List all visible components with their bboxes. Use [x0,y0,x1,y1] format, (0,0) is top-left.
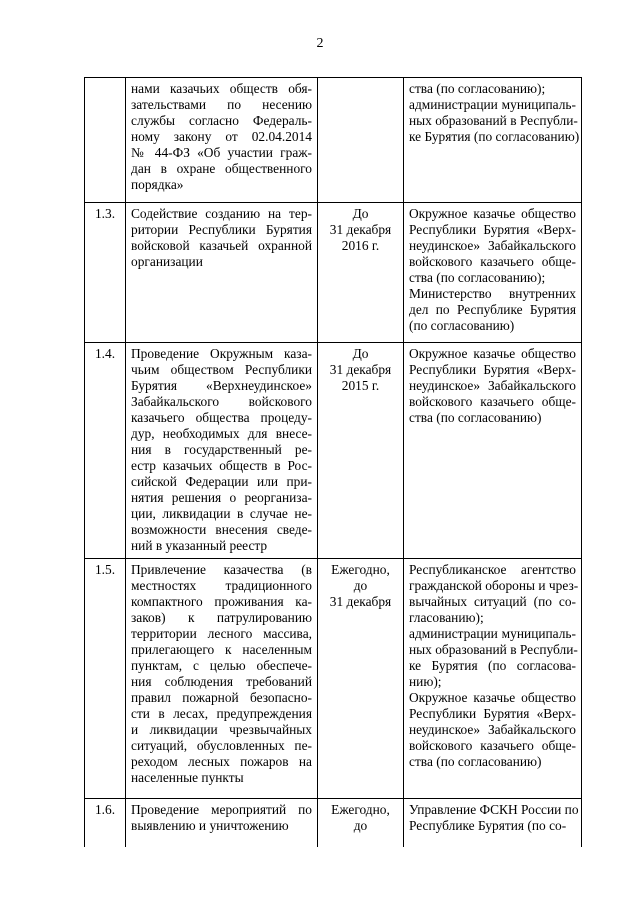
responsible-line: Республики Бурятия «Верх- [409,362,576,377]
responsible-cell [404,78,582,203]
deadline-line: 31 декабря [329,594,392,609]
responsible-line: гражданской обороны и чрез- [409,578,579,593]
responsible-line: администрации муниципаль- [409,97,576,112]
action-line: Проведение мероприятий по [131,802,312,817]
action-line: зательствами по несению [131,97,312,112]
action-line: казачьего общества процеду- [131,410,312,425]
responsible-line: ства (по согласованию); [409,81,546,96]
action-line: прилегающего к населенным [131,642,312,657]
deadline-cell [318,343,404,559]
action-line: правил пожарной безопасно- [131,690,312,705]
action-cell [126,78,318,203]
responsible-line: гласованию); [409,610,484,625]
deadline-cell [318,799,404,847]
deadline-line: До [352,346,369,361]
action-line: ний в указанный реестр [131,538,268,553]
responsible-line: (по согласованию) [409,318,515,333]
responsible-line: ных образований в Республи- [409,113,578,128]
item-number-cell: 1.3. [85,203,126,343]
action-line: № 44-ФЗ «Об участии граж- [131,145,312,160]
action-line: нятия решения о реорганиза- [131,490,312,505]
responsible-line: администрации муниципаль- [409,626,576,641]
table-row [85,78,582,203]
action-line: Содействие созданию на тер- [131,206,312,221]
action-line: Привлечение казачества (в [131,562,312,577]
responsible-line: нию); [409,674,442,689]
table-row [85,343,582,559]
responsible-line: Окружное казачье общество [409,206,576,221]
deadline-cell [318,203,404,343]
action-cell [126,343,318,559]
deadline-cell [318,78,404,203]
action-line: заков) к патрулированию [131,610,312,625]
item-number-cell: 1.4. [85,343,126,559]
responsible-line: вычайных ситуаций (по со- [409,594,576,609]
action-cell [126,559,318,799]
action-line: порядка» [131,177,184,192]
action-line: организации [131,254,203,269]
responsible-cell [404,559,582,799]
action-line: сти в лесах, предупреждения [131,706,312,721]
action-line: службы согласно Федераль- [131,113,312,128]
item-number-cell: 1.5. [85,559,126,799]
action-line: дур, необходимых для внесе- [131,426,312,441]
action-line: дан в охране общественного [131,161,312,176]
deadline-line: До [352,206,369,221]
action-cell [126,799,318,847]
action-line: ситуаций, обусловленных пе- [131,738,312,753]
responsible-line: Республики Бурятия «Верх- [409,222,576,237]
deadline-line: Ежегодно, [331,802,390,817]
action-line: сийской Федерации или при- [131,474,312,489]
action-line: ния соблюдения требований [131,674,312,689]
responsible-line: неудинское» Забайкальского [409,238,576,253]
responsible-line: неудинское» Забайкальского [409,722,576,737]
action-line: возможности внесения сведе- [131,522,312,537]
responsible-cell [404,799,582,847]
responsible-cell [404,203,582,343]
responsible-line: Окружное казачье общество [409,690,576,705]
action-line: выявлению и уничтожению [131,818,289,833]
responsible-line: ства (по согласованию) [409,410,542,425]
action-line: ному закону от 02.04.2014 [131,129,312,144]
action-line: местностях традиционного [131,578,312,593]
action-line: Бурятия «Верхнеудинское» [131,378,312,393]
deadline-line: Ежегодно, [331,562,390,577]
responsible-line: Управление ФСКН России по [409,802,579,817]
action-line: реходом лесных пожаров на [131,754,312,769]
action-line: населенные пункты [131,770,244,785]
action-line: Проведение Окружным каза- [131,346,312,361]
responsible-line: Республиканское агентство [409,562,576,577]
action-line: ритории Республики Бурятия [131,222,312,237]
action-line: ния в государственный ре- [131,442,312,457]
responsible-line: войскового казачьего обще- [409,394,576,409]
table-row [85,559,582,799]
action-line: Забайкальского войскового [131,394,312,409]
item-number-cell: 1.6. [85,799,126,847]
deadline-line: 31 декабря [329,362,392,377]
action-line: компактного проживания ка- [131,594,312,609]
action-line: нами казачьих обществ обя- [131,81,312,96]
deadline-line: 31 декабря [329,222,392,237]
responsible-line: Министерство внутренних [409,286,576,301]
responsible-line: ке Бурятия (по согласованию) [409,129,580,144]
page-number: 2 [316,36,324,51]
deadline-line: 2016 г. [341,238,380,253]
plan-table-body [85,78,582,847]
action-cell [126,203,318,343]
responsible-line: ства (по согласованию); [409,270,546,285]
responsible-line: ных образований в Республи- [409,642,578,657]
action-line: территории лесного массива, [131,626,312,641]
responsible-line: ке Бурятия (по согласова- [409,658,576,673]
action-line: чьим обществом Республики [131,362,312,377]
plan-table [84,77,582,847]
deadline-line: 2015 г. [341,378,380,393]
action-line: естр казачьих обществ в Рос- [131,458,312,473]
deadline-cell [318,559,404,799]
responsible-line: неудинское» Забайкальского [409,378,576,393]
action-line: пунктам, с целью обеспече- [131,658,312,673]
responsible-line: Республике Бурятия (по со- [409,818,567,833]
table-row [85,799,582,847]
responsible-line: войскового казачьего обще- [409,738,576,753]
action-line: ции, ликвидации в случае не- [131,506,312,521]
deadline-line: до [353,578,368,593]
action-line: войсковой казачьей охранной [131,238,312,253]
responsible-line: Республики Бурятия «Верх- [409,706,576,721]
deadline-line: до [353,818,368,833]
responsible-line: войскового казачьего обще- [409,254,576,269]
responsible-line: Окружное казачье общество [409,346,576,361]
responsible-line: ства (по согласованию) [409,754,542,769]
responsible-cell [404,343,582,559]
item-number-cell [85,78,126,203]
action-line: и ликвидации чрезвычайных [131,722,312,737]
table-row [85,203,582,343]
responsible-line: дел по Республике Бурятия [409,302,576,317]
